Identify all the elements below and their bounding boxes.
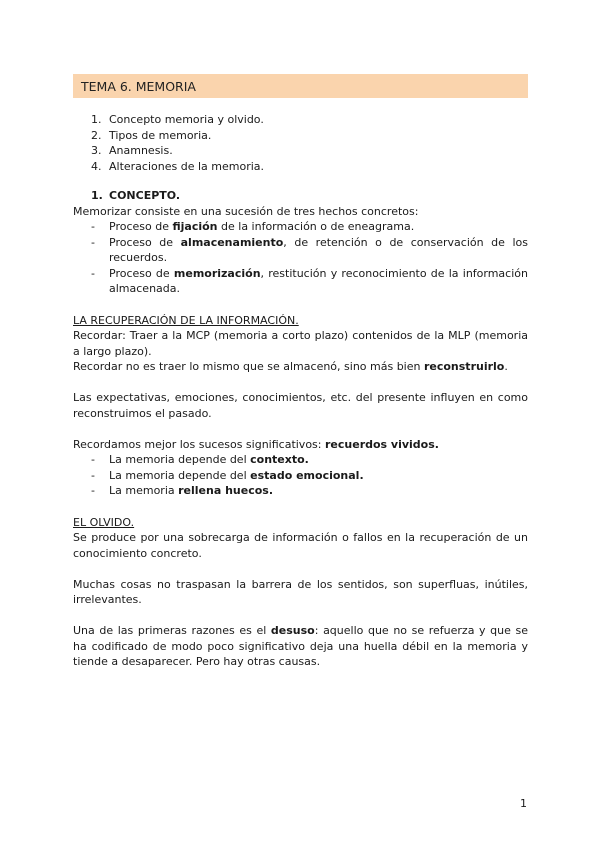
list-item: - Proceso de fijación de la información o de eneagrama.: [91, 220, 415, 233]
toc-text: Alteraciones de la memoria.: [109, 159, 265, 173]
paragraph: Una de las primeras razones es el desuso: aquello que no se refuerza y que se ha codificado de modo poco significativo deja una huella débil en la memoria y tiende a desaparecer. Pero hay otras causas.: [73, 624, 528, 668]
toc-number: 2.: [91, 128, 102, 142]
paragraph: Recordar: Traer a la MCP (memoria a corto plazo) contenidos de la MLP (memoria a largo plazo).: [73, 329, 528, 358]
recuperacion-list: [73, 452, 528, 499]
section-title: TEMA 6. MEMORIA: [81, 79, 196, 94]
toc-item: [73, 159, 528, 175]
paragraph: Muchas cosas no traspasan la barrera de los sentidos, son superfluas, inútiles, irrelevantes.: [73, 577, 528, 606]
dash-bullet: -: [91, 235, 95, 249]
section-title-bar: [73, 74, 528, 98]
paragraph: Recordar no es traer lo mismo que se almacenó, sino más bien reconstruirlo.: [73, 360, 508, 373]
paragraph: Recordamos mejor los sucesos significativos: recuerdos vividos.: [73, 437, 439, 451]
concepto-heading: [73, 188, 528, 204]
list-item: - Proceso de almacenamiento, de retención o de conservación de los recuerdos.: [91, 235, 528, 264]
dash-bullet: -: [91, 468, 95, 482]
toc-item: [73, 112, 528, 128]
paragraph: Las expectativas, emociones, conocimientos, etc. del presente influyen en como reconstruimos el pasado.: [73, 391, 528, 420]
dash-bullet: -: [91, 266, 95, 280]
concepto-list: [73, 219, 528, 297]
paragraph: Se produce por una sobrecarga de información o fallos en la recuperación de un conocimiento concreto.: [73, 531, 528, 560]
list-item: - La memoria depende del estado emocional.: [91, 468, 364, 482]
dash-bullet: -: [91, 453, 95, 466]
toc-text: Concepto memoria y olvido.: [109, 113, 264, 126]
list-item: - Proceso de memorización, restitución y reconocimiento de la información almacenada.: [91, 266, 528, 295]
olvido-heading: EL OLVIDO.: [73, 515, 135, 529]
document-page: [73, 74, 528, 670]
list-item: - La memoria rellena huecos.: [91, 484, 274, 497]
toc-number: 4.: [91, 159, 102, 173]
toc-text: Anamnesis.: [109, 144, 173, 157]
toc-item: [73, 143, 528, 159]
list-item: - La memoria depende del contexto.: [91, 453, 309, 466]
dash-bullet: -: [91, 484, 95, 497]
concepto-intro: Memorizar consiste en una sucesión de tres hechos concretos:: [73, 204, 419, 218]
dash-bullet: -: [91, 220, 95, 233]
page-number: 1: [520, 797, 527, 810]
heading-number: 1.: [91, 189, 103, 202]
table-of-contents: [73, 112, 528, 174]
toc-number: 3.: [91, 144, 102, 157]
toc-text: Tipos de memoria.: [109, 128, 212, 142]
recuperacion-heading: LA RECUPERACIÓN DE LA INFORMACIÓN.: [73, 313, 299, 327]
toc-item: [73, 128, 528, 144]
heading-text: CONCEPTO.: [109, 189, 181, 202]
toc-number: 1.: [91, 113, 102, 126]
